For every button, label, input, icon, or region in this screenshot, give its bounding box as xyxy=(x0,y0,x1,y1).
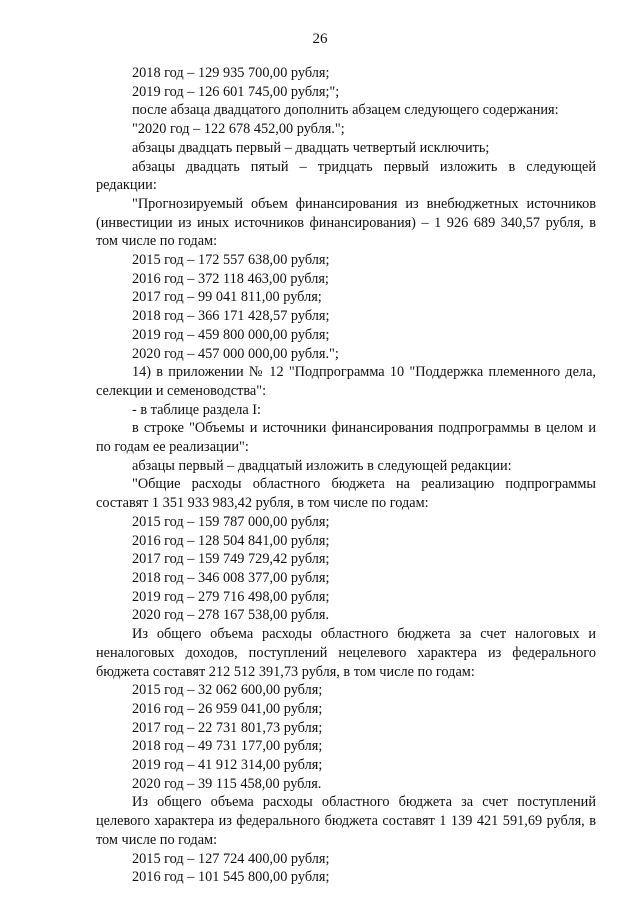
paragraph: 2017 год – 159 749 729,42 рубля; xyxy=(132,551,330,568)
paragraph: 2019 год – 126 601 745,00 рубля;"; xyxy=(132,83,340,100)
paragraph: Из общего объема расходы областного бюджета за счет поступлений целевого характера из федерального бюджета составят 1 139 421 591,69 рубля, в том числе по годам: xyxy=(96,794,596,848)
paragraph: 2016 год – 101 545 800,00 рубля; xyxy=(132,869,330,886)
paragraph: 2020 год – 278 167 538,00 рубля. xyxy=(132,607,330,624)
paragraph: после абзаца двадцатого дополнить абзацем следующего содержания: xyxy=(132,102,559,119)
paragraph: абзацы двадцать первый – двадцать четвертый исключить; xyxy=(132,139,490,156)
paragraph: 2015 год – 159 787 000,00 рубля; xyxy=(132,513,330,530)
paragraph: абзацы первый – двадцатый изложить в следующей редакции: xyxy=(132,457,512,474)
paragraph: 2018 год – 49 731 177,00 рубля; xyxy=(132,738,323,755)
paragraph: 2016 год – 26 959 041,00 рубля; xyxy=(132,700,323,717)
paragraph: "Общие расходы областного бюджета на реализацию подпрограммы составят 1 351 933 983,42 рубля, в том числе по годам: xyxy=(96,476,596,512)
paragraph: - в таблице раздела I: xyxy=(132,401,261,418)
paragraph: 14) в приложении № 12 "Подпрограмма 10 "Поддержка племенного дела, селекции и семеноводства": xyxy=(96,364,596,399)
paragraph: 2015 год – 172 557 638,00 рубля; xyxy=(132,252,330,269)
paragraph: 2020 год – 39 115 458,00 рубля. xyxy=(132,775,322,792)
document-body xyxy=(96,64,596,887)
paragraph: 2016 год – 128 504 841,00 рубля; xyxy=(132,532,330,549)
paragraph: Из общего объема расходы областного бюджета за счет налоговых и неналоговых доходов, поступлений нецелевого характера из федерального бюджета составят 212 512 391,73 рубля, в том числе по годам: xyxy=(96,626,596,680)
paragraph: 2017 год – 22 731 801,73 рубля; xyxy=(132,719,323,736)
paragraph: 2019 год – 459 800 000,00 рубля; xyxy=(132,326,330,343)
paragraph: в строке "Объемы и источники финансирования подпрограммы в целом и по годам ее реализации": xyxy=(96,420,596,456)
page-number: 26 xyxy=(312,31,328,47)
paragraph: 2019 год – 279 716 498,00 рубля; xyxy=(132,588,330,605)
paragraph: 2018 год – 366 171 428,57 рубля; xyxy=(132,308,330,325)
paragraph: 2015 год – 32 062 600,00 рубля; xyxy=(132,682,323,699)
paragraph: абзацы двадцать пятый – тридцать первый изложить в следующей редакции: xyxy=(96,158,596,194)
paragraph: "2020 год – 122 678 452,00 рубля."; xyxy=(132,121,345,138)
paragraph: 2019 год – 41 912 314,00 рубля; xyxy=(132,757,323,774)
paragraph: 2015 год – 127 724 400,00 рубля; xyxy=(132,850,330,867)
paragraph: 2020 год – 457 000 000,00 рубля."; xyxy=(132,345,339,362)
paragraph: 2017 год – 99 041 811,00 рубля; xyxy=(132,289,322,306)
paragraph: 2016 год – 372 118 463,00 рубля; xyxy=(132,270,329,287)
paragraph: "Прогнозируемый объем финансирования из внебюджетных источников (инвестиции из иных источников финансирования) – 1 926 689 340,57 рубля, в том числе по годам: xyxy=(96,195,596,250)
paragraph: 2018 год – 129 935 700,00 рубля; xyxy=(132,65,330,81)
paragraph: 2018 год – 346 008 377,00 рубля; xyxy=(132,569,330,586)
